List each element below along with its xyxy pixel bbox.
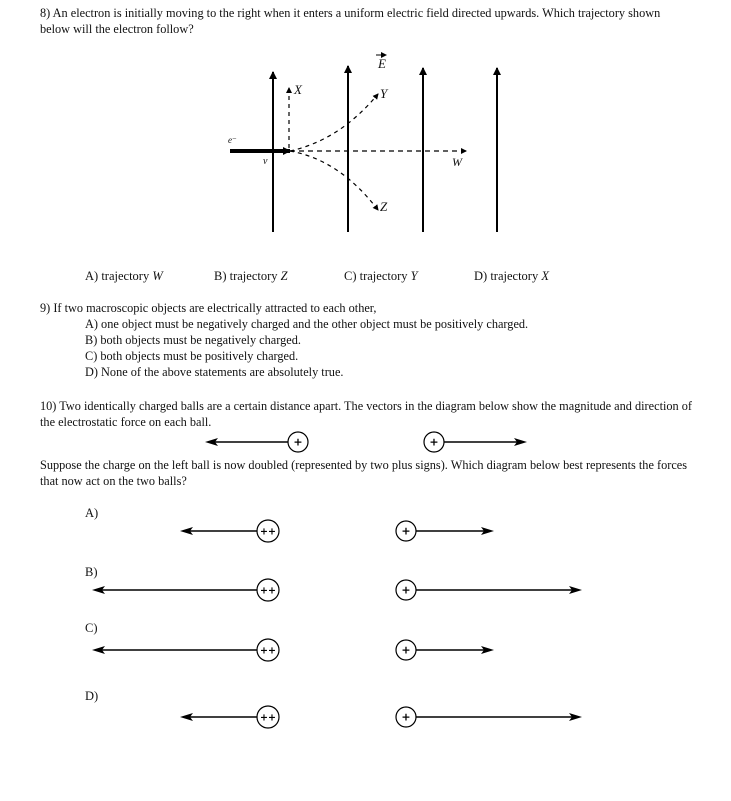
q8-prompt: 8) An electron is initially moving to the right when it enters a uniform electric field directed upwards. Which trajectory shown below will the electron follow?: [40, 6, 661, 36]
choice-letter: B): [214, 269, 227, 283]
electron-label: e⁻: [228, 135, 237, 145]
choice-text: trajectory: [359, 269, 408, 283]
label-x: X: [294, 82, 302, 97]
choice-letter: A): [85, 269, 99, 283]
option-d-right-ball-charge: +: [401, 710, 411, 724]
option-b-right-ball-charge: +: [401, 583, 411, 597]
choice-name: X: [541, 269, 549, 283]
choice-text: trajectory: [101, 269, 150, 283]
q9-choice-a[interactable]: A) one object must be negatively charged and the other object must be positively charged.: [85, 317, 529, 331]
choice-name: Y: [410, 269, 418, 283]
q9-choice-c[interactable]: C) both objects must be positively charged.: [85, 349, 299, 363]
orig-right-ball-charge: +: [429, 435, 439, 449]
option-c-left-ball-charge: ++: [260, 645, 276, 657]
option-a-left-ball-charge: ++: [260, 526, 276, 538]
option-b-label[interactable]: B): [85, 565, 98, 579]
choice-name: Z: [280, 269, 288, 283]
choice-text: trajectory: [229, 269, 278, 283]
label-y: Y: [380, 86, 388, 101]
q9-choice-b[interactable]: B) both objects must be negatively charged.: [85, 333, 301, 347]
option-d-left-ball-charge: ++: [260, 712, 276, 724]
option-c-right-ball-charge: +: [401, 643, 411, 657]
q10-prompt: 10) Two identically charged balls are a certain distance apart. The vectors in the diagram below show the magnitude and direction of the electrostatic force on each ball.: [40, 399, 693, 429]
option-d-label[interactable]: D): [85, 689, 99, 703]
q9-prompt: 9) If two macroscopic objects are electrically attracted to each other,: [40, 301, 377, 315]
field-label-e: E: [378, 56, 386, 71]
choice-text: trajectory: [490, 269, 539, 283]
orig-left-ball-charge: +: [293, 435, 303, 449]
option-a-label[interactable]: A): [85, 506, 99, 520]
choice-name: W: [152, 269, 163, 283]
option-a-right-ball-charge: +: [401, 524, 411, 538]
label-z: Z: [380, 199, 388, 214]
option-b-left-ball-charge: ++: [260, 585, 276, 597]
q9-choice-d[interactable]: D) None of the above statements are absolutely true.: [85, 365, 344, 379]
q10-followup: Suppose the charge on the left ball is now doubled (represented by two plus signs). Which diagram below best represents the forces that now act on the two balls?: [40, 458, 688, 488]
label-w: W: [452, 155, 462, 169]
choice-letter: D): [474, 269, 488, 283]
option-c-label[interactable]: C): [85, 621, 98, 635]
velocity-label: v: [263, 156, 268, 167]
choice-letter: C): [344, 269, 357, 283]
